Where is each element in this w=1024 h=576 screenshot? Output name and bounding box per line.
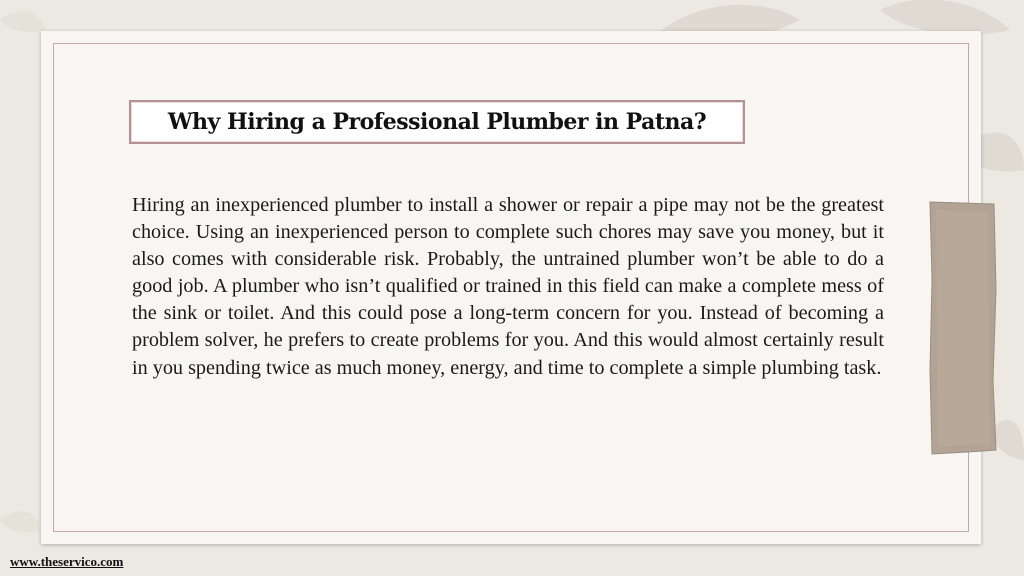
title-box (129, 100, 745, 144)
body-paragraph: Hiring an inexperienced plumber to install a shower or repair a pipe may not be the greatest choice. Using an inexperienced person to complete such chores may save you money, but it also comes with considerable risk. Probably, the untrained plumber won’t be able to do a good job. A plumber who isn’t qualified or trained in this field can make a complete mess of the sink or toilet. And this could pose a long-term concern for you. Instead of becoming a problem solver, he prefers to create problems for you. And this would almost certainly result in you spending twice as much money, energy, and time to complete a simple plumbing task. (132, 194, 884, 379)
slide-title: Why Hiring a Professional Plumber in Patna? (167, 109, 707, 135)
slide-card (41, 31, 981, 544)
website-link[interactable]: www.theservico.com (10, 554, 124, 569)
tape-decoration (928, 200, 998, 456)
